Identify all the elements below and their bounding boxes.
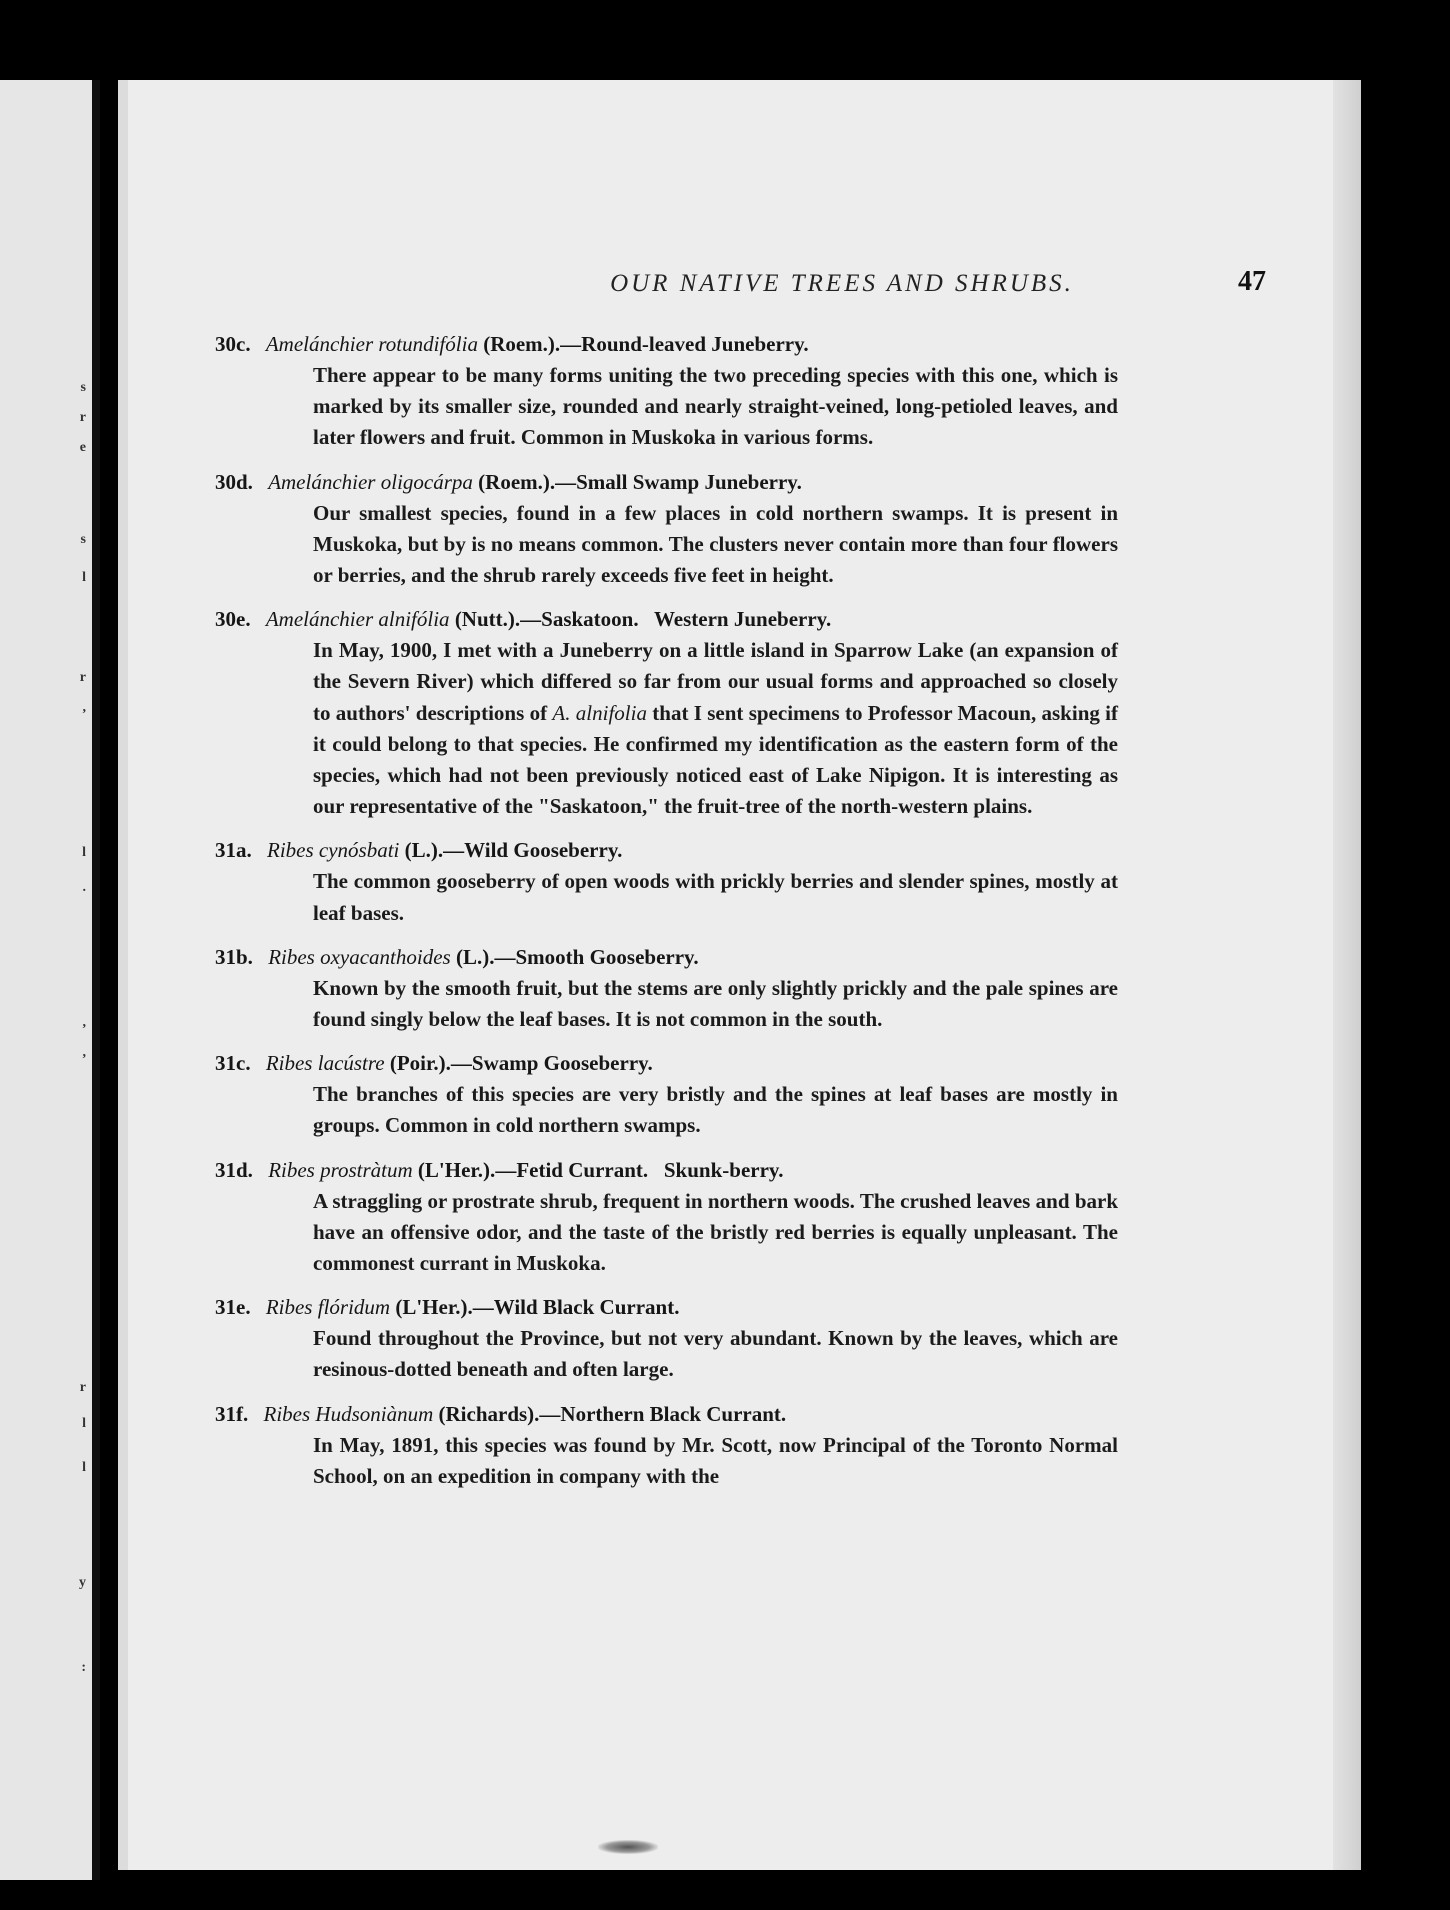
entry-number: 31e. xyxy=(215,1295,251,1320)
entry-description xyxy=(313,635,1118,822)
entry-heading xyxy=(215,1292,1215,1323)
entry-number: 31a. xyxy=(215,838,252,863)
entry-heading xyxy=(215,835,1215,866)
entry-31c xyxy=(215,1048,1215,1141)
margin-fragment: e xyxy=(79,440,86,455)
species-name: Ribes Hudsoniànum xyxy=(263,1401,434,1426)
entry-31f xyxy=(215,1399,1215,1492)
margin-fragment: . xyxy=(82,880,86,895)
scan-smudge xyxy=(598,1840,658,1854)
entry-description: Our smallest species, found in a few places in cold northern swamps. It is present in Muskoka, but by is no means common. The clusters never contain more than four flowers or berries, and the shrub rarely exceeds five feet in height. xyxy=(313,500,1118,588)
entry-heading xyxy=(215,942,1215,973)
margin-fragment: r xyxy=(79,670,86,685)
entry-number: 30c. xyxy=(215,332,251,356)
authority: (L'Her.). xyxy=(395,1295,473,1320)
page-edge-right xyxy=(1333,80,1361,1870)
page-header xyxy=(418,266,1266,310)
common-name: —Wild Gooseberry. xyxy=(443,838,623,863)
species-name: Ribes prostràtum xyxy=(268,1157,413,1182)
margin-fragment: , xyxy=(82,700,86,715)
common-name: —Small Swamp Juneberry. xyxy=(555,469,802,494)
common-name: —Fetid Currant. Skunk-berry. xyxy=(495,1157,784,1182)
authority: (L.). xyxy=(404,838,444,863)
page-number: 47 xyxy=(1238,266,1266,297)
book-gutter xyxy=(92,80,100,1880)
entry-description: There appear to be many forms uniting the two preceding species with this one, which is marked by its smaller size, rounded and nearly straight-veined, long-petioled leaves, and later flowers and fruit. Common in Muskoka in various forms. xyxy=(313,363,1118,450)
species-name: Ribes oxyacanthoides xyxy=(268,944,451,969)
entry-31d xyxy=(215,1155,1215,1280)
authority: (Roem.). xyxy=(478,469,556,494)
running-title: OUR NATIVE TREES AND SHRUBS. xyxy=(610,270,1074,297)
entry-heading xyxy=(215,604,1215,635)
margin-fragment: l xyxy=(82,845,86,860)
common-name: —Wild Black Currant. xyxy=(472,1295,680,1320)
species-name: Amelánchier oligocárpa xyxy=(268,469,473,494)
margin-fragment: r xyxy=(79,1380,86,1395)
entry-number: 30e. xyxy=(215,607,251,632)
entry-30c xyxy=(215,329,1215,454)
page-shadow-left xyxy=(118,80,128,1870)
entry-number: 31f. xyxy=(215,1401,249,1426)
margin-fragment: l xyxy=(82,1460,86,1475)
species-name: Amelánchier alnifólia xyxy=(265,607,450,632)
common-name: —Smooth Gooseberry. xyxy=(494,944,699,969)
margin-fragment: s xyxy=(80,380,86,395)
book-page xyxy=(118,80,1361,1870)
previous-page-edge xyxy=(0,80,100,1880)
margin-fragment: r xyxy=(79,410,86,425)
margin-fragment: l xyxy=(82,1416,86,1431)
species-name: Ribes cynósbati xyxy=(267,838,400,863)
common-name: —Round-leaved Juneberry. xyxy=(560,332,809,356)
entry-number: 30d. xyxy=(215,469,253,494)
authority: (L.). xyxy=(455,944,495,969)
entry-number: 31b. xyxy=(215,944,253,969)
authority: (Roem.). xyxy=(483,332,561,356)
authority: (L'Her.). xyxy=(417,1157,496,1182)
entry-heading xyxy=(215,467,1215,498)
margin-fragment: l xyxy=(82,570,86,585)
entry-description: The branches of this species are very bristly and the spines at leaf bases are mostly in groups. Common in cold northern swamps. xyxy=(313,1082,1118,1138)
common-name: —Northern Black Currant. xyxy=(539,1401,787,1426)
species-name: Amelánchier rotundifólia xyxy=(265,332,478,356)
entry-heading xyxy=(215,329,1215,360)
authority: (Nutt.). xyxy=(454,607,521,632)
species-name: Ribes lacústre xyxy=(265,1051,385,1076)
entry-31b xyxy=(215,942,1215,1035)
margin-fragment: s xyxy=(80,532,86,547)
entry-heading xyxy=(215,1155,1215,1186)
common-name: —Swamp Gooseberry. xyxy=(450,1051,653,1076)
species-entries xyxy=(215,329,1215,1505)
margin-fragment: : xyxy=(81,1660,86,1675)
margin-fragment: , xyxy=(82,1015,86,1030)
entry-31a xyxy=(215,835,1215,928)
species-name: Ribes flóridum xyxy=(265,1295,391,1320)
entry-heading xyxy=(215,1048,1215,1079)
authority: (Poir.). xyxy=(389,1051,451,1076)
description-text: In May, 1900, I met with a Juneberry on a little island in Sparrow Lake (an expansion of the Severn River) which differed so far from our usual forms and approached so closely to authors' descriptions of xyxy=(313,638,1118,725)
species-abbreviation: A. alnifolia xyxy=(552,700,647,725)
margin-fragment: , xyxy=(82,1045,86,1060)
authority: (Richards). xyxy=(438,1401,540,1426)
entry-number: 31d. xyxy=(215,1157,253,1182)
description-text: that I sent specimens to Professor Macoun, asking if it could belong to that species. He confirmed my identification as the eastern form of the species, which had not been previously noticed east of Lake Nipigon. It is interesting as our representative of the "Saskatoon," the fruit-tree of the north-western plains. xyxy=(313,700,1119,819)
entry-30d xyxy=(215,467,1215,592)
entry-description: The common gooseberry of open woods with prickly berries and slender spines, mostly at leaf bases. xyxy=(313,869,1118,925)
entry-description: A straggling or prostrate shrub, frequent in northern woods. The crushed leaves and bark have an offensive odor, and the taste of the bristly red berries is equally unpleasant. The commonest currant in Muskoka. xyxy=(313,1188,1118,1276)
entry-number: 31c. xyxy=(215,1051,251,1076)
entry-description: In May, 1891, this species was found by Mr. Scott, now Principal of the Toronto Normal School, on an expedition in company with the xyxy=(313,1432,1118,1488)
entry-31e xyxy=(215,1292,1215,1385)
entry-description: Found throughout the Province, but not very abundant. Known by the leaves, which are resinous-dotted beneath and often large. xyxy=(313,1326,1118,1382)
common-name: —Saskatoon. Western Juneberry. xyxy=(520,607,832,632)
margin-fragment: y xyxy=(79,1575,86,1590)
entry-heading xyxy=(215,1399,1215,1430)
entry-description: Known by the smooth fruit, but the stems are only slightly prickly and the pale spines are found singly below the leaf bases. It is not common in the south. xyxy=(313,975,1118,1032)
entry-30e xyxy=(215,604,1215,822)
